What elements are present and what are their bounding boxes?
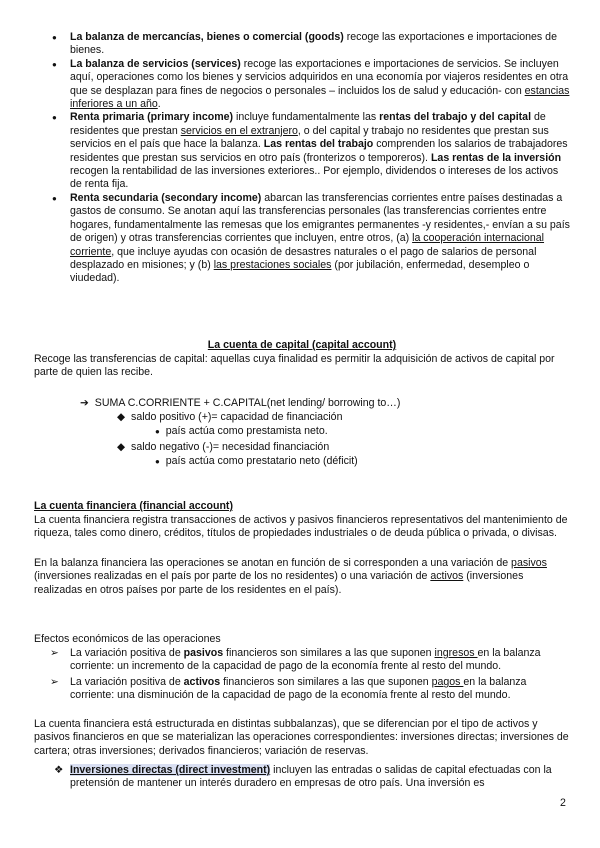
services-text: recoge las exportaciones e importaciones de servicios. Se incluyen aquí, operaciones como los bienes y servicios adquiridos en una economía por viajeros residentes en otra que se desplazan para fines de negocios o personales – incluidos los de salud y educación- con — [70, 57, 569, 97]
positive-balance: saldo positivo (+)= capacidad de financiación — [131, 411, 343, 423]
capital-sum-row — [80, 397, 400, 410]
p2-underline-1: pasivos — [511, 557, 547, 569]
p2-text-b: (inversiones realizadas en el país por parte de los no residentes) o una variación de — [34, 570, 431, 583]
capital-sum: SUMA C.CORRIENTE + C.CAPITAL(net lending/ borrowing to…) — [94, 397, 401, 409]
e1-text-a: La variación positiva de — [70, 647, 184, 659]
effect-liabilities — [50, 647, 570, 674]
negative-sub-row — [155, 455, 358, 468]
primary-text-1: incluye fundamentalmente las — [233, 111, 380, 124]
diamond-star-icon: ❖ — [54, 764, 64, 776]
bullet-secondary-income — [34, 192, 570, 286]
capital-text: Recoge las transferencias de capital: aquellas cuya finalidad es permitir la adquisición de activos de capital por parte de quien las recibe. — [34, 353, 555, 379]
primary-text-5: recogen la rentabilidad de las inversiones exteriores.. Por ejemplo, dividendos o intereses de los activos de renta fija. — [70, 165, 559, 191]
secondary-underline-1: la cooperación internacional corriente — [70, 232, 545, 258]
financial-paragraph-3: La cuenta financiera está estructurada en distintas subbalanzas), que se diferencian por el tipo de activos y pasivos financieros en que se materializan las operaciones correspondientes: inversiones directas; inversiones de cartera; otras inversiones; derivados financieros; variación de reservas. — [34, 718, 569, 757]
primary-bold-3: Las rentas del trabajo — [263, 138, 374, 151]
bullet-goods — [34, 31, 570, 58]
positive-balance-row — [117, 411, 342, 424]
e1-text-d: en la balanza corriente: un incremento de la capacidad de pago de la economía frente al resto del mundo. — [70, 647, 541, 673]
diamond-icon: ◆ — [117, 441, 126, 453]
e2-text-a: La variación positiva de — [70, 676, 184, 688]
positive-sub: país actúa como prestamista neto. — [165, 425, 328, 437]
positive-sub-row — [155, 425, 328, 438]
e1-underline: ingresos — [434, 647, 478, 659]
diamond-icon: ◆ — [117, 411, 126, 423]
primary-term: Renta primaria (primary income) — [70, 111, 234, 124]
negative-balance: saldo negativo (-)= necesidad financiación — [131, 441, 330, 453]
capital-heading-text: La cuenta de capital (capital account) — [207, 339, 397, 351]
capital-heading — [34, 339, 570, 352]
services-end: . — [157, 98, 161, 111]
e2-text-c: financieros son similares a las que suponen — [220, 676, 432, 688]
financial-paragraph-1: La cuenta financiera registra transacciones de activos y pasivos financieros representativos del mantenimiento de riqueza, tales como dinero, créditos, títulos de propiedades industriales o de deuda pública o privada, o divisas. — [34, 514, 568, 540]
bullet-primary-income — [34, 111, 570, 191]
goods-term: La balanza de mercancías, bienes o comercial (goods) — [70, 31, 344, 43]
primary-bold-2: rentas del trabajo y del capital — [379, 111, 532, 124]
triangle-arrow-icon: ➢ — [50, 647, 59, 659]
current-account-bullets — [34, 31, 570, 286]
primary-underline: servicios en el extranjero — [180, 124, 298, 137]
financial-heading-text: La cuenta financiera (financial account) — [34, 500, 233, 512]
secondary-text-2: , que incluye ayudas con ocasión de desastres naturales o el pago de salarios de personal desplazado en misiones; y (b) — [70, 245, 537, 271]
secondary-text-3: (por jubilación, enfermedad, desempleo o viudedad). — [70, 258, 530, 285]
negative-sub: país actúa como prestatario neto (déficit) — [165, 455, 358, 467]
primary-bold-4: Las rentas de la inversión — [430, 151, 562, 164]
primary-text-2: de residentes que prestan — [70, 111, 546, 137]
p2-text-c: (inversiones realizadas en otros países por parte de los residentes en el país). — [34, 570, 524, 596]
p2-underline-2: activos — [430, 570, 464, 583]
e2-bold: activos — [183, 676, 221, 688]
dot-icon: ● — [155, 457, 160, 466]
primary-text-4: comprenden los salarios de trabajadores residentes que prestan sus servicios en otro país (fronterizos o temporeros). — [70, 138, 568, 164]
direct-investment-item — [54, 764, 570, 791]
financial-heading — [34, 500, 233, 513]
p2-text-a: En la balanza financiera las operaciones se anotan en función de si corresponden a una variación de — [34, 557, 512, 569]
primary-text-3: , o del capital y trabajo no residentes que prestan sus servicios en el país que hace la balanza. — [70, 124, 549, 151]
goods-text: recoge las exportaciones e importaciones de bienes. — [70, 31, 557, 57]
e1-text-c: financieros son similares a las que suponen — [223, 647, 435, 659]
page-number: 2 — [560, 797, 566, 809]
secondary-underline-2: las prestaciones sociales — [213, 258, 332, 271]
dot-icon: ● — [155, 427, 160, 436]
triangle-arrow-icon: ➢ — [50, 676, 59, 688]
financial-paragraph-2 — [34, 557, 570, 597]
arrow-icon: ➔ — [80, 397, 89, 409]
effects-heading: Efectos económicos de las operaciones — [34, 633, 221, 645]
secondary-text-1: abarcan las transferencias corrientes entre países destinadas a gastos de consumo. Se anotan aquí las transferencias personales (las transferencias corrientes entre hogares, fundamentalmente las remesas que los emigrantes permanentes -y residentes,- envían a su país de origen) y otras transferencias corrientes que incluyen, entre otros, (a) — [70, 191, 570, 245]
effect-assets — [50, 676, 570, 703]
secondary-term: Renta secundaria (secondary income) — [70, 191, 262, 204]
e2-text-d: en la balanza corriente: una disminución de la capacidad de pago de la economía frente al resto del mundo. — [70, 676, 527, 702]
direct-investment-text: incluyen las entradas o salidas de capital efectuadas con la pretensión de mantener un interés duradero en empresas de otro país. Una inversión es — [70, 764, 552, 790]
services-underline: estancias inferiores a un año — [70, 84, 570, 111]
e2-underline: pagos — [431, 676, 464, 688]
direct-investment-term: Inversiones directas (direct investment) — [70, 764, 271, 776]
bullet-services — [34, 58, 570, 112]
e1-bold: pasivos — [183, 647, 224, 659]
services-term: La balanza de servicios (services) — [70, 57, 241, 70]
negative-balance-row — [117, 441, 329, 454]
